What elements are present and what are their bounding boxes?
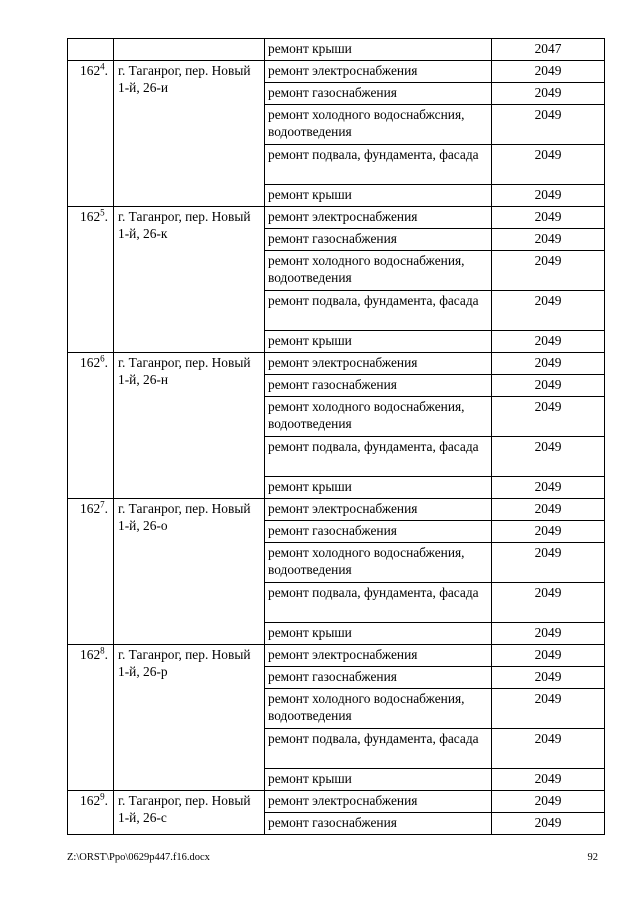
- year-cell: 2049: [492, 437, 605, 477]
- work-type-cell: ремонт крыши: [265, 185, 492, 207]
- year-cell: 2049: [492, 583, 605, 623]
- work-type-cell: ремонт газоснабжения: [265, 813, 492, 835]
- year-cell: 2049: [492, 813, 605, 835]
- year-cell: 2049: [492, 375, 605, 397]
- work-type-cell: ремонт газоснабжения: [265, 375, 492, 397]
- item-number-suffix: 8: [100, 645, 105, 656]
- work-type-cell: ремонт холодного водоснабжения, водоотведения: [265, 251, 492, 291]
- address-cell: [114, 39, 265, 61]
- work-type-cell: ремонт электроснабжения: [265, 791, 492, 813]
- item-number-suffix: 7: [100, 499, 105, 510]
- year-cell: 2049: [492, 331, 605, 353]
- address-cell: г. Таганрог, пер. Новый 1-й, 26-о: [114, 499, 265, 645]
- number-cell: [68, 39, 114, 61]
- table-row: [68, 499, 605, 521]
- work-type-cell: ремонт подвала, фундамента, фасада: [265, 729, 492, 769]
- year-cell: 2049: [492, 667, 605, 689]
- year-cell: 2049: [492, 543, 605, 583]
- number-cell: $162^4$.: [68, 61, 114, 207]
- work-type-cell: ремонт крыши: [265, 39, 492, 61]
- year-cell: 2049: [492, 645, 605, 667]
- year-cell: 2049: [492, 105, 605, 145]
- table-row: [68, 39, 605, 61]
- number-cell: $162^8$.: [68, 645, 114, 791]
- work-type-cell: ремонт крыши: [265, 623, 492, 645]
- year-cell: 2049: [492, 145, 605, 185]
- item-number-suffix: 6: [100, 353, 105, 364]
- item-number: 162: [80, 793, 101, 808]
- year-cell: 2049: [492, 623, 605, 645]
- year-cell: 2049: [492, 521, 605, 543]
- year-cell: 2049: [492, 477, 605, 499]
- work-type-cell: ремонт крыши: [265, 331, 492, 353]
- year-cell: 2049: [492, 185, 605, 207]
- work-type-cell: ремонт электроснабжения: [265, 61, 492, 83]
- works-table: [67, 38, 605, 835]
- address-cell: г. Таганрог, пер. Новый 1-й, 26-с: [114, 791, 265, 835]
- work-type-cell: ремонт подвала, фундамента, фасада: [265, 583, 492, 623]
- work-type-cell: ремонт подвала, фундамента, фасада: [265, 437, 492, 477]
- year-cell: 2049: [492, 251, 605, 291]
- table-row: [68, 207, 605, 229]
- number-cell: $162^6$.: [68, 353, 114, 499]
- item-number: 162: [80, 647, 101, 662]
- year-cell: 2049: [492, 229, 605, 251]
- footer-file-path: Z:\ORST\Ppo\0629p447.f16.docx: [67, 852, 210, 863]
- item-number: 162: [80, 355, 101, 370]
- year-cell: 2049: [492, 729, 605, 769]
- year-cell: 2049: [492, 769, 605, 791]
- address-cell: г. Таганрог, пер. Новый 1-й, 26-н: [114, 353, 265, 499]
- table-row: [68, 353, 605, 375]
- year-cell: 2049: [492, 353, 605, 375]
- work-type-cell: ремонт газоснабжения: [265, 521, 492, 543]
- item-number-suffix: 9: [100, 791, 105, 802]
- number-cell: $162^7$.: [68, 499, 114, 645]
- work-type-cell: ремонт холодного водоснабжения, водоотведения: [265, 543, 492, 583]
- number-cell: $162^5$.: [68, 207, 114, 353]
- number-cell: $162^9$.: [68, 791, 114, 835]
- item-number-suffix: 4: [100, 61, 105, 72]
- year-cell: 2049: [492, 397, 605, 437]
- table-row: [68, 645, 605, 667]
- item-number: 162: [80, 63, 101, 78]
- table-row: [68, 791, 605, 813]
- year-cell: 2049: [492, 689, 605, 729]
- work-type-cell: ремонт холодного водоснабжения, водоотведения: [265, 397, 492, 437]
- work-type-cell: ремонт газоснабжения: [265, 83, 492, 105]
- work-type-cell: ремонт крыши: [265, 477, 492, 499]
- work-type-cell: ремонт подвала, фундамента, фасада: [265, 145, 492, 185]
- year-cell: 2047: [492, 39, 605, 61]
- work-type-cell: ремонт крыши: [265, 769, 492, 791]
- year-cell: 2049: [492, 83, 605, 105]
- item-number: 162: [80, 501, 101, 516]
- year-cell: 2049: [492, 791, 605, 813]
- year-cell: 2049: [492, 61, 605, 83]
- year-cell: 2049: [492, 291, 605, 331]
- year-cell: 2049: [492, 499, 605, 521]
- work-type-cell: ремонт электроснабжения: [265, 353, 492, 375]
- work-type-cell: ремонт электроснабжения: [265, 207, 492, 229]
- work-type-cell: ремонт газоснабжения: [265, 667, 492, 689]
- work-type-cell: ремонт подвала, фундамента, фасада: [265, 291, 492, 331]
- address-cell: г. Таганрог, пер. Новый 1-й, 26-к: [114, 207, 265, 353]
- work-type-cell: ремонт электроснабжения: [265, 499, 492, 521]
- year-cell: 2049: [492, 207, 605, 229]
- page-number: 92: [587, 852, 598, 863]
- work-type-cell: ремонт холодного водоснабжения, водоотведения: [265, 689, 492, 729]
- address-cell: г. Таганрог, пер. Новый 1-й, 26-и: [114, 61, 265, 207]
- item-number: 162: [80, 209, 101, 224]
- address-cell: г. Таганрог, пер. Новый 1-й, 26-р: [114, 645, 265, 791]
- table-row: [68, 61, 605, 83]
- work-type-cell: ремонт холодного водоснабжсния, водоотведения: [265, 105, 492, 145]
- item-number-suffix: 5: [100, 207, 105, 218]
- work-type-cell: ремонт газоснабжения: [265, 229, 492, 251]
- work-type-cell: ремонт электроснабжения: [265, 645, 492, 667]
